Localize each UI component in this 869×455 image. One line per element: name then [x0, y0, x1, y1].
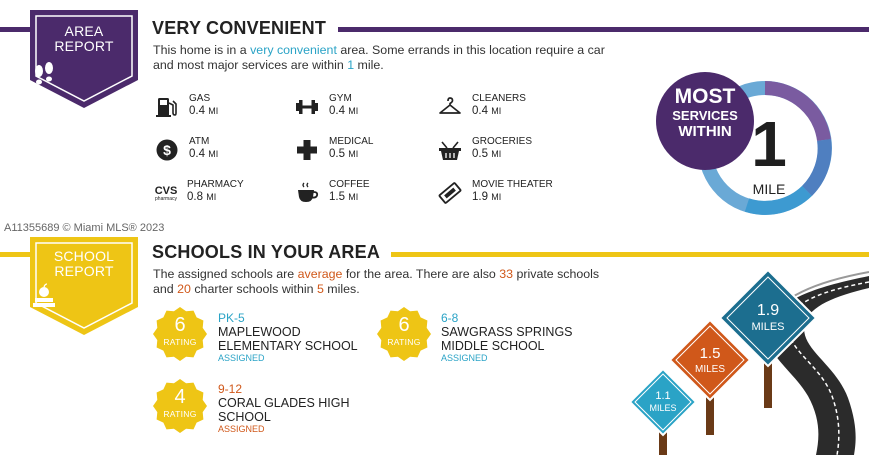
svg-text:pharmacy: pharmacy	[155, 196, 177, 202]
school-item	[218, 383, 378, 435]
svg-text:MILES: MILES	[751, 321, 785, 333]
most-services-circle	[656, 72, 754, 170]
service-gas: GAS 0.4 MI	[155, 93, 285, 125]
rating-seal	[152, 378, 208, 434]
school-item	[218, 312, 378, 364]
watermark: A11355689 © Miami MLS® 2023	[4, 222, 165, 234]
rating-value: 4	[174, 386, 186, 408]
school-name-line2: ELEMENTARY SCHOOL	[218, 339, 358, 353]
school-name-line1: SAWGRASS SPRINGS	[441, 325, 573, 339]
school-badge-line2: REPORT	[54, 263, 114, 279]
rating-value: 6	[174, 314, 186, 336]
basket-icon	[438, 138, 462, 162]
school-title: SCHOOLS IN YOUR AREA	[152, 242, 381, 262]
rating-value: 6	[398, 314, 410, 336]
school-radius: 5	[316, 282, 324, 296]
school-grades: 6-8	[441, 311, 459, 325]
distance-sign-1-1	[630, 369, 696, 435]
area-divider-right	[338, 27, 869, 32]
school-status: ASSIGNED	[441, 353, 488, 363]
convenience-level: very convenient	[250, 43, 337, 57]
school-divider-right	[391, 252, 869, 257]
medical-cross-icon	[295, 138, 319, 162]
rating-label: RATING	[163, 409, 197, 419]
service-movie-theater: MOVIE THEATER 1.9 MI	[438, 179, 568, 211]
area-intro: This home is in a very convenient area. Some errands in this location require a car and most major services are within 1 mile.	[153, 43, 605, 72]
rating-label: RATING	[163, 337, 197, 347]
area-badge-line2: REPORT	[54, 38, 114, 54]
school-intro: The assigned schools are average for the area. There are also 33 private schools and 20 charter schools within 5 miles.	[153, 267, 600, 296]
school-grades: PK-5	[218, 311, 245, 325]
coffee-cup-icon	[295, 181, 319, 205]
service-pharmacy: CVS pharmacy PHARMACY 0.8 MI	[152, 179, 282, 211]
school-name-line2: SCHOOL	[218, 410, 271, 424]
services-label: SERVICES	[672, 108, 738, 123]
most-label: MOST	[674, 85, 736, 108]
area-title: VERY CONVENIENT	[152, 18, 327, 38]
footprints-icon	[30, 62, 58, 90]
apple-books-icon	[30, 283, 58, 311]
school-status: ASSIGNED	[218, 424, 265, 434]
charter-count: 20	[177, 282, 191, 296]
services-radius: 1	[347, 58, 355, 72]
within-label: WITHIN	[678, 123, 732, 140]
school-item	[441, 312, 601, 364]
svg-text:MILES: MILES	[694, 364, 726, 375]
school-name-line1: CORAL GLADES HIGH	[218, 396, 350, 410]
ticket-icon	[438, 181, 462, 205]
radius-number: 1	[751, 108, 787, 180]
service-groceries: GROCERIES 0.5 MI	[438, 136, 568, 168]
svg-text:MILES: MILES	[649, 403, 677, 413]
school-badge-line1: SCHOOL	[53, 248, 115, 264]
svg-text:1.5: 1.5	[699, 345, 721, 362]
service-medical: MEDICAL 0.5 MI	[295, 136, 425, 168]
service-cleaners: CLEANERS 0.4 MI	[438, 93, 568, 125]
private-count: 33	[499, 267, 514, 281]
svg-text:CVS: CVS	[154, 185, 178, 197]
school-name-line1: MAPLEWOOD	[218, 325, 301, 339]
school-report-badge	[30, 237, 138, 337]
school-divider-left	[0, 252, 30, 257]
hanger-icon	[438, 95, 462, 119]
svg-text:1.9: 1.9	[756, 302, 780, 319]
service-gym: GYM 0.4 MI	[295, 93, 425, 125]
cvs-pharmacy-icon	[152, 181, 180, 205]
dumbbell-icon	[295, 95, 319, 119]
area-report-badge	[30, 10, 138, 110]
school-quality: average	[297, 267, 343, 281]
area-divider-left	[0, 27, 30, 32]
rating-seal	[376, 306, 432, 362]
dollar-icon	[155, 138, 179, 162]
rating-label: RATING	[387, 337, 421, 347]
svg-text:1.1: 1.1	[655, 390, 671, 402]
gas-pump-icon	[155, 95, 179, 119]
svg-text:$: $	[163, 142, 171, 158]
road-signs-illustration	[620, 268, 869, 455]
rating-seal	[152, 306, 208, 362]
school-status: ASSIGNED	[218, 353, 265, 363]
school-grades: 9-12	[218, 382, 243, 396]
area-badge-line1: AREA	[64, 23, 104, 39]
school-name-line2: MIDDLE SCHOOL	[441, 339, 545, 353]
radius-unit: MILE	[752, 181, 786, 197]
service-atm: $ ATM 0.4 MI	[155, 136, 285, 168]
service-coffee: COFFEE 1.5 MI	[295, 179, 425, 211]
